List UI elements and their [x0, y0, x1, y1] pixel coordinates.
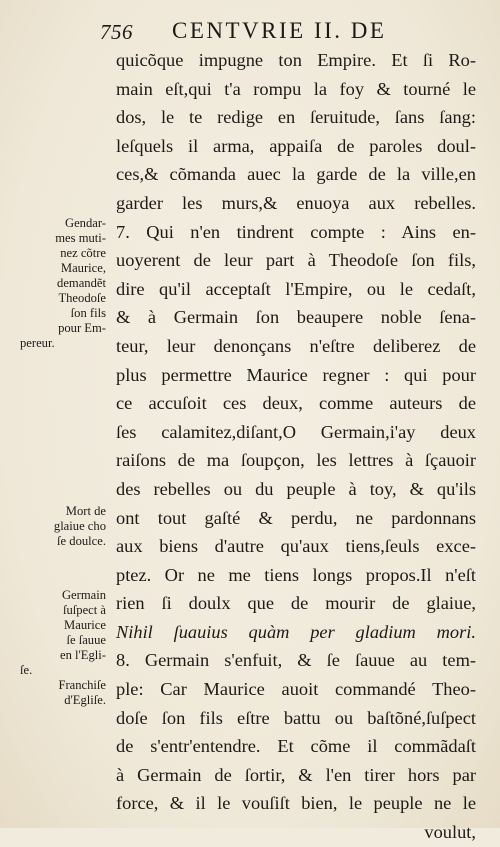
text-line: rien ſi doulx que de mourir de glaiue, [116, 593, 476, 614]
page-header [100, 14, 480, 48]
margin-note-line: Mort de [65, 504, 106, 518]
text-line: aux biens d'autre qu'aux tiens,ſeuls exce- [116, 536, 476, 557]
text-line: de s'entr'entendre. Et cõme il commãdaſt [116, 736, 476, 757]
margin-note-gendarmes [20, 216, 106, 351]
margin-note-line: pour Em- [58, 321, 106, 335]
text-line: leſquels il arma, appaiſa de paroles doul- [116, 135, 476, 156]
margin-note-mort [20, 504, 106, 549]
catchword-line: voulut, [424, 822, 476, 843]
text-line: uoyerent de leur part à Theodoſe ſon fils, [116, 250, 476, 271]
running-head: CENTVRIE II. DE [172, 18, 387, 43]
margin-note-line: demandẽt [57, 276, 106, 290]
margin-note-line: Germain [61, 588, 106, 602]
text-line: force, & il le vouſiſt bien, le peuple ne le [116, 793, 476, 814]
margin-note-line: Maurice [64, 618, 106, 632]
text-line: ces,& cõmanda auec la garde de la ville,en [116, 164, 476, 185]
margin-note-line: Theodoſe [58, 291, 106, 305]
margin-note-line: mes muti- [55, 231, 106, 245]
margin-note-line: ſe ſauue [66, 633, 106, 647]
margin-note-line: d'Egliſe. [64, 693, 106, 707]
text-line: des rebelles ou du peuple à toy, & qu'ils [116, 478, 476, 499]
text-line: ple: Car Maurice auoit commandé Theo- [116, 679, 476, 700]
text-line: garder les murs,& enuoya aux rebelles. [116, 192, 476, 213]
text-line: 8. Germain s'enfuit, & ſe ſauue au tem- [116, 650, 476, 671]
margin-note-line: glaiue cho [53, 519, 106, 533]
latin-quote-line: Nihil ſuauius quàm per gladium mori. [116, 621, 476, 642]
margin-note-line: ſuſpect à [62, 603, 106, 617]
text-line: teur, leur denonçans n'eſtre deliberez de [116, 335, 476, 356]
margin-note-line: ſe. [20, 663, 33, 677]
text-line: ptez. Or ne me tiens longs propos.Il n'eſt [116, 564, 476, 585]
margin-note-line: Maurice, [60, 261, 106, 275]
text-line: main eſt,qui t'a rompu la foy & tourné le [116, 78, 476, 99]
body-text [116, 46, 476, 847]
margin-note-germain [20, 588, 106, 708]
text-line: dos, le te redige en ſeruitude, ſans ſang: [116, 107, 476, 128]
margin-note-line: ſon fils [70, 306, 106, 320]
margin-note-line: nez cõtre [60, 246, 106, 260]
text-line: ſes calamitez,diſant,O Germain,i'ay deux [116, 421, 476, 442]
text-line: plus permettre Maurice regner : qui pour [116, 364, 476, 385]
text-line: doſe ſon fils eſtre battu ou baſtõné,ſuſpect [116, 707, 476, 728]
text-line: à Germain de ſortir, & l'en tirer hors par [116, 764, 476, 785]
text-line: ont tout gaſté & perdu, ne pardonnans [116, 507, 476, 528]
page-number: 756 [100, 20, 133, 44]
margin-note-line: en l'Egli- [60, 648, 106, 662]
text-line: ce accuſoit ces deux, comme auteurs de [116, 393, 476, 414]
margin-note-line: ſe doulce. [57, 534, 106, 548]
margin-note-line: pereur. [20, 336, 55, 350]
text-line: quicõque impugne ton Empire. Et ſi Ro- [116, 50, 476, 70]
margin-note-line: Gendar- [64, 216, 106, 230]
text-line: dire qu'il acceptaſt l'Empire, ou le cedaſt, [116, 278, 476, 299]
text-line: & à Germain ſon beaupere noble ſena- [116, 307, 476, 328]
text-line: raiſons de ma ſoupçon, les lettres à ſçauoir [116, 450, 476, 471]
text-line: 7. Qui n'en tindrent compte : Ains en- [116, 221, 476, 242]
margin-note-line: Franchiſe [58, 678, 106, 692]
